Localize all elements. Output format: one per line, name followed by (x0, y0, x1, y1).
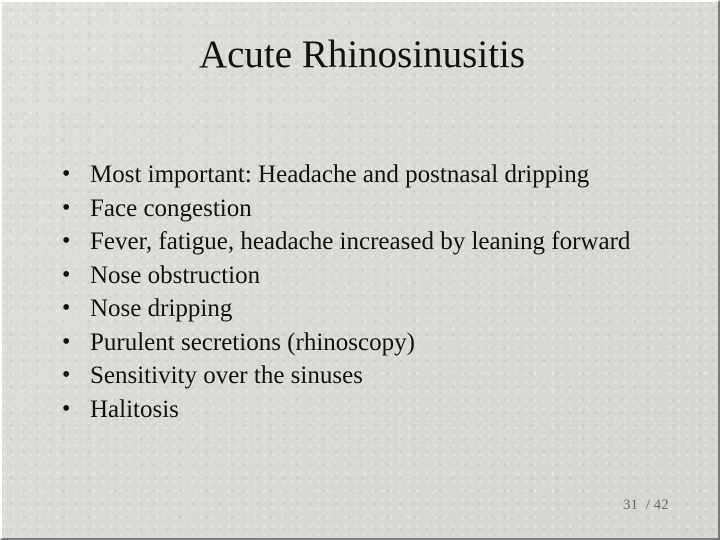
bullet-item: • Most important: Headache and postnasal dripping (54, 158, 674, 191)
page-separator: / (645, 497, 650, 513)
bullet-item: • Fever, fatigue, headache increased by leaning forward (54, 225, 674, 258)
page-total: 42 (653, 497, 669, 513)
bullet-item: • Purulent secretions (rhinoscopy) (54, 326, 674, 359)
bullet-item: • Nose dripping (54, 292, 674, 325)
bullet-item: • Sensitivity over the sinuses (54, 359, 674, 392)
page-current: 31 (623, 497, 638, 513)
bullet-item: • Halitosis (54, 393, 674, 426)
slide-title: Acute Rhinosinusitis (198, 33, 526, 76)
page-number (623, 496, 669, 514)
bullet-item: • Face congestion (54, 192, 674, 225)
bullet-list (54, 158, 674, 426)
bullet-item: • Nose obstruction (54, 259, 674, 292)
